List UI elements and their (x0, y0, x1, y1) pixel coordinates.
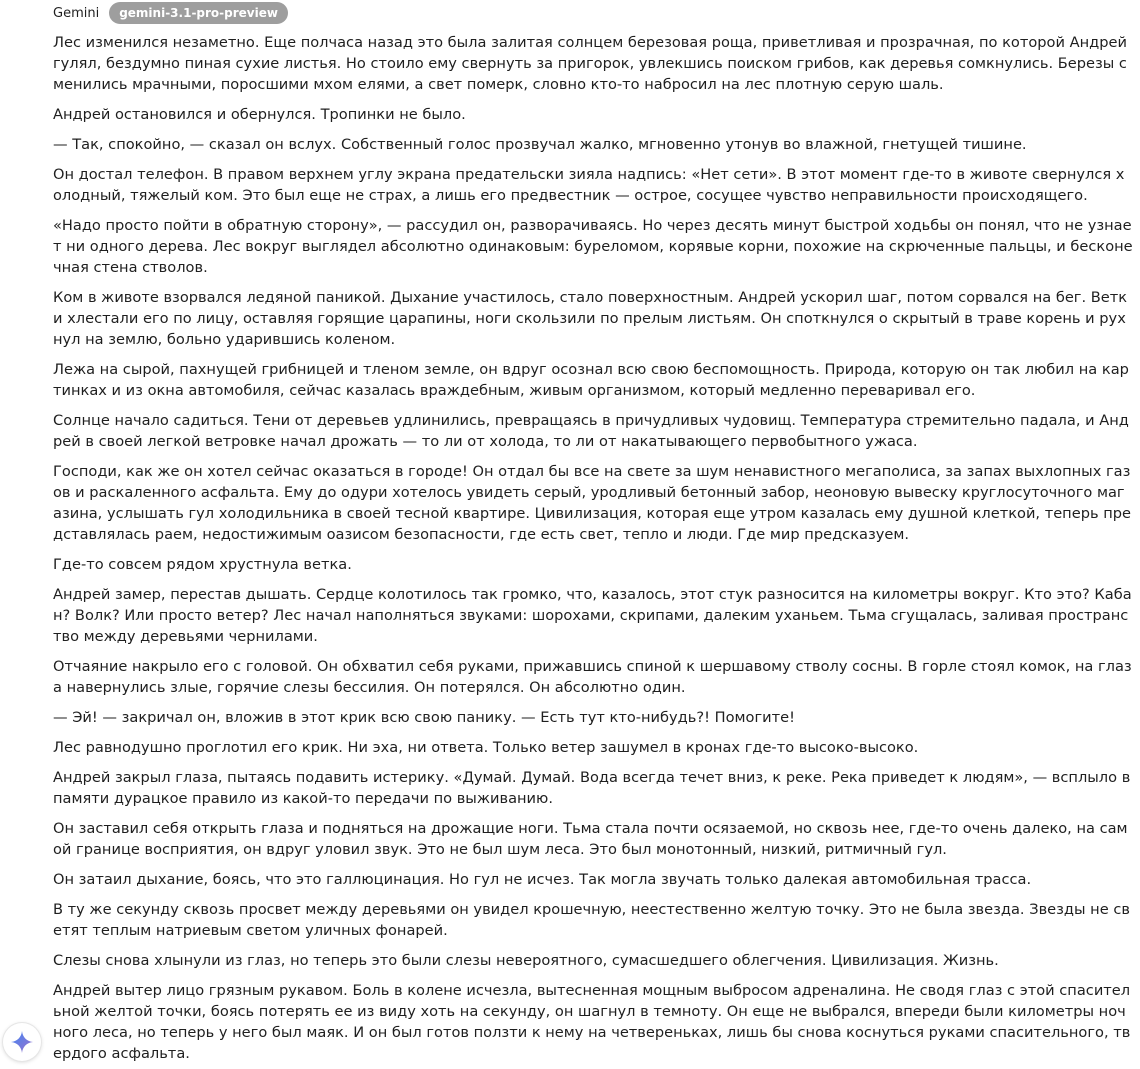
paragraph-11: Андрей замер, перестав дышать. Сердце колотилось так громко, что, казалось, этот стук разносится на километры вокруг. Кто это? Кабан? Волк? Или просто ветер? Лес начал наполняться звуками: шорохами, скрипами, далеким уханьем. Тьма сгущалась, заливая пространство между деревьями чернилами. (53, 586, 1132, 645)
paragraph-10: Где-то совсем рядом хрустнула ветка. (53, 556, 352, 573)
paragraph-6: Ком в животе взорвался ледяной паникой. Дыхание участилось, стало поверхностным. Андрей ускорил шаг, потом сорвался на бег. Ветки хлестали его по лицу, оставляя горящие царапины, ноги скользили по прелым листьям. Он споткнулся о скрытый в траве корень и рухнул на землю, больно ударившись коленом. (53, 289, 1128, 348)
paragraph-2: Андрей остановился и обернулся. Тропинки не было. (53, 106, 466, 123)
paragraph-13: — Эй! — закричал он, вложив в этот крик всю свою панику. — Есть тут кто-нибудь?! Помогите! (53, 709, 795, 726)
app-name: Gemini (53, 5, 100, 21)
paragraph-3: — Так, спокойно, — сказал он вслух. Собственный голос прозвучал жалко, мгновенно утонув во влажной, гнетущей тишине. (53, 136, 1027, 153)
paragraph-7: Лежа на сырой, пахнущей грибницей и тленом земле, он вдруг осознал всю свою беспомощность. Природа, которую он так любил на картинках и из окна автомобиля, сейчас казалась враждебным, живым организмом, который медленно переваривал его. (53, 361, 1129, 399)
paragraph-14: Лес равнодушно проглотил его крик. Ни эха, ни ответа. Только ветер зашумел в кронах где-то высоко-высоко. (53, 739, 919, 756)
paragraph-17: Он затаил дыхание, боясь, что это галлюцинация. Но гул не исчез. Так могла звучать только далекая автомобильная трасса. (53, 871, 1032, 888)
paragraph-4: Он достал телефон. В правом верхнем углу экрана предательски зияла надпись: «Нет сети». В этот момент где-то в животе свернулся холодный, тяжелый ком. Это был еще не страх, а лишь его предвестник — острое, сосущее чувство неправильности происходящего. (53, 166, 1125, 204)
paragraph-16: Он заставил себя открыть глаза и подняться на дрожащие ноги. Тьма стала почти осязаемой, но сквозь нее, где-то очень далеко, на самой границе восприятия, он вдруг уловил звук. Это не был шум леса. Это был монотонный, низкий, ритмичный гул. (53, 820, 1128, 858)
response-header (53, 2, 288, 24)
gemini-spark-button[interactable] (3, 1023, 41, 1061)
paragraph-9: Господи, как же он хотел сейчас оказаться в городе! Он отдал бы все на свете за шум ненавистного мегаполиса, за запах выхлопных газов и раскаленного асфальта. Ему до одури хотелось увидеть серый, уродливый бетонный забор, неоновую вывеску круглосуточного магазина, услышать гул холодильника в своей тесной квартире. Цивилизация, которая еще утром казалась ему душной клеткой, теперь представлялась раем, недостижимым оазисом безопасности, где есть свет, тепло и люди. Где мир предсказуем. (53, 463, 1131, 543)
paragraph-20: Андрей вытер лицо грязным рукавом. Боль в колене исчезла, вытесненная мощным выбросом адреналина. Не сводя глаз с этой спасительной желтой точки, боясь потерять ее из виду хоть на секунду, он шагнул в темноту. Он еще не выбрался, впереди были километры ночного леса, но теперь у него был маяк. И он был готов ползти к нему на четвереньках, лишь бы снова коснуться руками спасительного, твердого асфальта. (53, 982, 1131, 1062)
paragraph-18: В ту же секунду сквозь просвет между деревьями он увидел крошечную, неестественно желтую точку. Это не была звезда. Звезды не светят теплым натриевым светом уличных фонарей. (53, 901, 1130, 939)
paragraph-12: Отчаяние накрыло его с головой. Он обхватил себя руками, прижавшись спиной к шершавому стволу сосны. В горле стоял комок, на глаза навернулись злые, горячие слезы бессилия. Он потерялся. Он абсолютно один. (53, 658, 1132, 696)
paragraph-15: Андрей закрыл глаза, пытаясь подавить истерику. «Думай. Думай. Вода всегда течет вниз, к реке. Река приведет к людям», — всплыло в памяти дурацкое правило из какой-то передачи по выживанию. (53, 769, 1131, 807)
model-badge: gemini-3.1-pro-preview (109, 2, 288, 24)
paragraph-8: Солнце начало садиться. Тени от деревьев удлинились, превращаясь в причудливых чудовищ. Температура стремительно падала, и Андрей в своей легкой ветровке начал дрожать — то ли от холода, то ли от накатывающего первобытного ужаса. (53, 412, 1129, 450)
paragraph-19: Слезы снова хлынули из глаз, но теперь это были слезы невероятного, сумасшедшего облегчения. Цивилизация. Жизнь. (53, 952, 999, 969)
gemini-spark-icon (10, 1030, 34, 1054)
response-text (53, 32, 1133, 1069)
paragraph-5: «Надо просто пойти в обратную сторону», — рассудил он, разворачиваясь. Но через десять минут быстрой ходьбы он понял, что не узнает ни одного дерева. Лес вокруг выглядел абсолютно одинаковым: буреломом, корявые корни, похожие на скрюченные пальцы, и бесконечная стена стволов. (53, 217, 1133, 276)
paragraph-1: Лес изменился незаметно. Еще полчаса назад это была залитая солнцем березовая роща, приветливая и прозрачная, по которой Андрей гулял, бездумно пиная сухие листья. Но стоило ему свернуть за пригорок, увлекшись поиском грибов, как деревья сомкнулись. Березы сменились мрачными, поросшими мхом елями, а свет померк, словно кто-то набросил на лес плотную серую шаль. (53, 34, 1127, 93)
